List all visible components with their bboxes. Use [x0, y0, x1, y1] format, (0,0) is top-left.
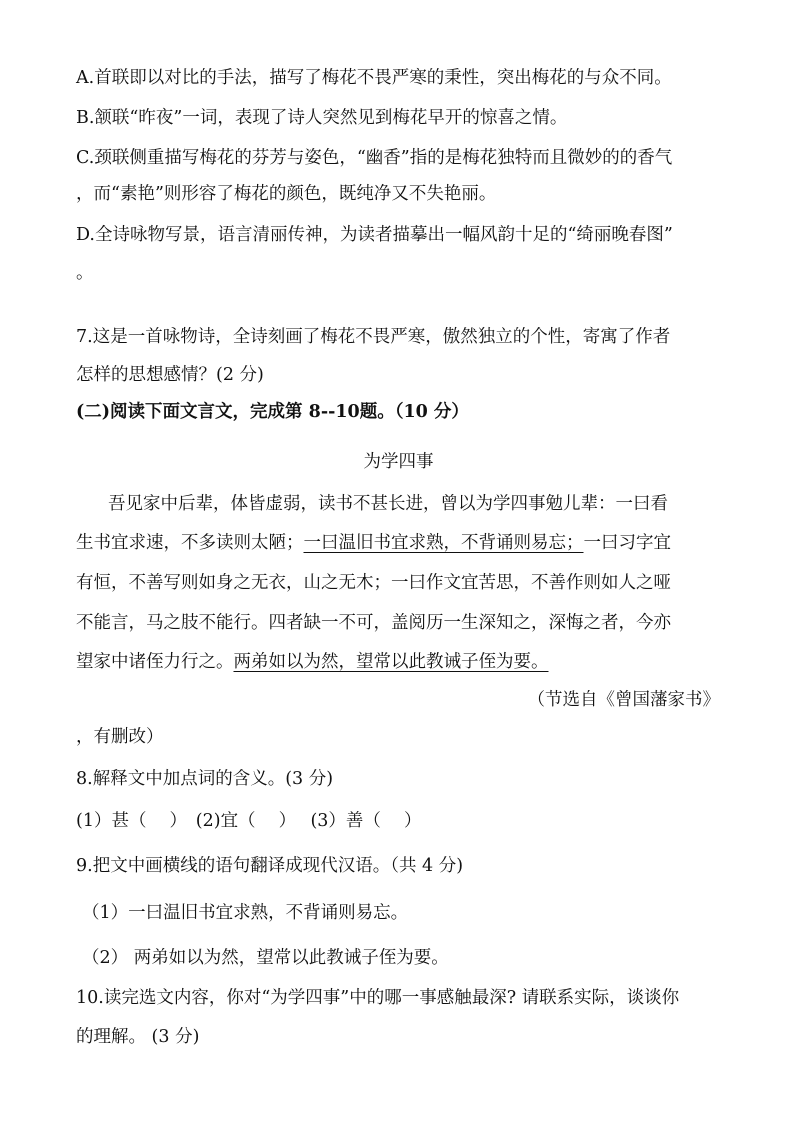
passage-line-3: 有恒，不善写则如身之无衣，山之无木；一曰作文宜苦思，不善作则如人之哑	[76, 573, 671, 593]
passage-text: 生书宜求速，不多读则太陋；	[76, 533, 304, 553]
section-2-heading: (二)阅读下面文言文，完成第 8--10题。（10 分）	[76, 402, 469, 422]
question-7-line1: 7.这是一首咏物诗，全诗刻画了梅花不畏严寒，傲然独立的个性，寄寓了作者	[76, 327, 671, 347]
option-d-line2: 。	[76, 263, 94, 283]
question-7-line2: 怎样的思想感情？(2 分)	[76, 365, 264, 385]
passage-line-5	[76, 651, 721, 673]
option-b: B.颔联“昨夜”一词，表现了诗人突然见到梅花早开的惊喜之情。	[76, 108, 568, 128]
question-9: 9.把文中画横线的语句翻译成现代汉语。（共 4 分)	[76, 856, 464, 876]
option-a: A.首联即以对比的手法，描写了梅花不畏严寒的秉性，突出梅花的与众不同。	[76, 68, 672, 88]
passage-line-4: 不能言，马之肢不能行。四者缺一不可，盖阅历一生深知之，深悔之者，今亦	[76, 613, 671, 633]
option-c-line2: ，而“素艳”则形容了梅花的颜色，既纯净又不失艳丽。	[76, 184, 497, 204]
source-citation-line2: ，有删改）	[76, 727, 164, 747]
question-8: 8.解释文中加点词的含义。(3 分)	[76, 769, 334, 789]
question-10-line1: 10.读完选文内容，你对“为学四事”中的哪一事感触最深? 请联系实际，谈谈你	[76, 988, 680, 1008]
question-8-items: (1）甚（ ） (2)宜（ ） (3）善（ ）	[76, 811, 422, 831]
passage-title: 为学四事	[363, 452, 434, 472]
passage-text: 一曰习字宜	[583, 533, 671, 553]
passage-text: 望家中诸侄力行之。	[76, 652, 234, 672]
underlined-sentence-2: 两弟如以为然，望常以此教诫子侄为要。	[233, 652, 549, 672]
question-9-item-1: （1）一曰温旧书宜求熟，不背诵则易忘。	[82, 903, 409, 923]
question-9-item-2: （2） 两弟如以为然，望常以此教诫子侄为要。	[82, 948, 449, 968]
passage-line-2	[76, 532, 721, 554]
underlined-sentence-1: 一曰温旧书宜求熟，不背诵则易忘；	[303, 533, 584, 553]
question-10-line2: 的理解。 (3 分)	[76, 1027, 200, 1047]
source-citation-line1: （节选自《曾国藩家书》	[527, 690, 720, 710]
option-d-line1: D.全诗咏物写景，语言清丽传神，为读者描摹出一幅风韵十足的“绮丽晚春图”	[76, 225, 673, 245]
option-c-line1: C.颈联侧重描写梅花的芬芳与姿色，“幽香”指的是梅花独特而且微妙的的香气	[76, 148, 673, 168]
passage-line-1: 吾见家中后辈，体皆虚弱，读书不甚长进，曾以为学四事勉儿辈：一曰看	[108, 494, 668, 514]
